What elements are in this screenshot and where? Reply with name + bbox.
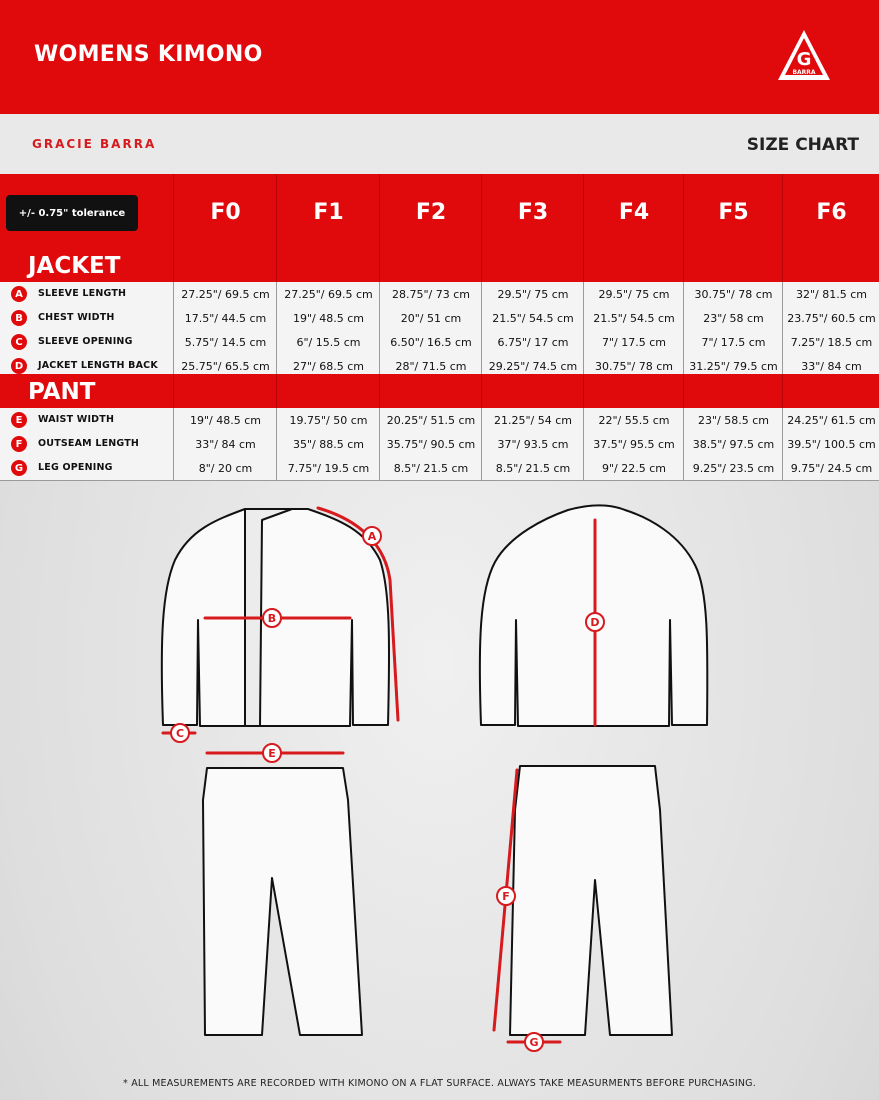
table-cell: 21.5"/ 54.5 cm [583,306,684,330]
table-cell: 6.75"/ 17 cm [481,330,584,354]
section-label: PANT [28,379,96,405]
size-header-row [0,174,879,250]
size-header-f5: F5 [683,174,783,250]
table-cell: 21.25"/ 54 cm [481,408,584,432]
table-cell: 24.25"/ 61.5 cm [782,408,879,432]
section-divider [481,374,482,408]
size-header-f0: F0 [173,174,277,250]
table-cell: 17.5"/ 44.5 cm [173,306,277,330]
row-label: CHEST WIDTH [38,312,115,323]
table-cell: 37.5"/ 95.5 cm [583,432,684,456]
table-cell: 19"/ 48.5 cm [173,408,277,432]
table-cell: 30.75"/ 78 cm [683,282,783,306]
table-cell: 23"/ 58 cm [683,306,783,330]
table-cell: 37"/ 93.5 cm [481,432,584,456]
table-cell: 27"/ 68.5 cm [276,354,380,378]
section-divider [782,250,783,282]
row-label: SLEEVE OPENING [38,336,133,347]
size-header-f1: F1 [276,174,380,250]
section-divider [276,374,277,408]
table-cell: 31.25"/ 79.5 cm [683,354,783,378]
table-row [0,306,879,331]
table-cell: 39.5"/ 100.5 cm [782,432,879,456]
row-badge: C [11,334,27,350]
table-cell: 9.25"/ 23.5 cm [683,456,783,480]
row-label: WAIST WIDTH [38,414,115,425]
section-divider [379,374,380,408]
row-label: OUTSEAM LENGTH [38,438,140,449]
table-cell: 33"/ 84 cm [173,432,277,456]
table-cell: 22"/ 55.5 cm [583,408,684,432]
marker-f: F [502,890,510,903]
logo-letter: G [796,49,812,70]
marker-d: D [590,616,600,629]
table-cell: 19"/ 48.5 cm [276,306,380,330]
table-cell: 6"/ 15.5 cm [276,330,380,354]
section-divider [683,250,684,282]
table-cell: 32"/ 81.5 cm [782,282,879,306]
table-cell: 28.75"/ 73 cm [379,282,482,306]
pant-back-outline [510,766,672,1035]
row-badge: A [11,286,27,302]
table-cell: 8.5"/ 21.5 cm [481,456,584,480]
row-badge: G [11,460,27,476]
table-cell: 30.75"/ 78 cm [583,354,684,378]
marker-e: E [268,747,276,760]
table-cell: 35"/ 88.5 cm [276,432,380,456]
row-badge: F [11,436,27,452]
table-cell: 7"/ 17.5 cm [583,330,684,354]
pant-front-outline [203,768,362,1035]
table-row [0,282,879,307]
size-chart-label: SIZE CHART [746,135,859,155]
row-label: SLEEVE LENGTH [38,288,127,299]
table-cell: 23.75"/ 60.5 cm [782,306,879,330]
section-divider [173,250,174,282]
table-cell: 33"/ 84 cm [782,354,879,378]
section-divider [481,250,482,282]
section-divider [782,374,783,408]
row-badge: B [11,310,27,326]
gracie-barra-logo [776,28,832,84]
row-badge: D [11,358,27,374]
section-divider [583,374,584,408]
table-cell: 20.25"/ 51.5 cm [379,408,482,432]
table-row [0,408,879,433]
footer-note: * ALL MEASUREMENTS ARE RECORDED WITH KIMONO ON A FLAT SURFACE. ALWAYS TAKE MEASURMENTS BEFORE PURCHASING. [123,1078,756,1089]
table-cell: 6.50"/ 16.5 cm [379,330,482,354]
size-header-f3: F3 [481,174,584,250]
kimono-diagram [0,490,879,1070]
table-cell: 20"/ 51 cm [379,306,482,330]
section-divider [173,374,174,408]
table-cell: 8.5"/ 21.5 cm [379,456,482,480]
section-jacket [0,250,879,282]
table-row [0,432,879,457]
table-row [0,330,879,355]
table-cell: 29.5"/ 75 cm [481,282,584,306]
marker-a: A [367,530,377,543]
table-cell: 25.75"/ 65.5 cm [173,354,277,378]
table-cell: 35.75"/ 90.5 cm [379,432,482,456]
table-cell: 7"/ 17.5 cm [683,330,783,354]
row-label: LEG OPENING [38,462,113,473]
table-cell: 29.5"/ 75 cm [583,282,684,306]
section-divider [276,250,277,282]
table-cell: 7.25"/ 18.5 cm [782,330,879,354]
size-header-f2: F2 [379,174,482,250]
section-divider [379,250,380,282]
section-pant [0,374,879,408]
tolerance-badge: +/- 0.75" tolerance [6,195,138,231]
section-divider [583,250,584,282]
marker-c: C [175,727,185,740]
row-label: JACKET LENGTH BACK [38,360,158,371]
table-cell: 21.5"/ 54.5 cm [481,306,584,330]
table-cell: 9.75"/ 24.5 cm [782,456,879,480]
table-cell: 27.25"/ 69.5 cm [276,282,380,306]
table-cell: 38.5"/ 97.5 cm [683,432,783,456]
table-cell: 19.75"/ 50 cm [276,408,380,432]
row-badge: E [11,412,27,428]
table-cell: 5.75"/ 14.5 cm [173,330,277,354]
logo-text: BARRA [792,69,816,76]
table-cell: 27.25"/ 69.5 cm [173,282,277,306]
marker-b: B [267,612,277,625]
table-cell: 8"/ 20 cm [173,456,277,480]
table-cell: 28"/ 71.5 cm [379,354,482,378]
table-cell: 7.75"/ 19.5 cm [276,456,380,480]
table-cell: 29.25"/ 74.5 cm [481,354,584,378]
section-divider [683,374,684,408]
page-title: WOMENS KIMONO [34,42,263,67]
section-label: JACKET [28,253,121,279]
table-cell: 9"/ 22.5 cm [583,456,684,480]
size-header-f4: F4 [583,174,684,250]
size-header-f6: F6 [782,174,879,250]
brand-name: GRACIE BARRA [32,137,157,151]
marker-g: G [529,1036,539,1049]
table-row [0,456,879,481]
table-cell: 23"/ 58.5 cm [683,408,783,432]
